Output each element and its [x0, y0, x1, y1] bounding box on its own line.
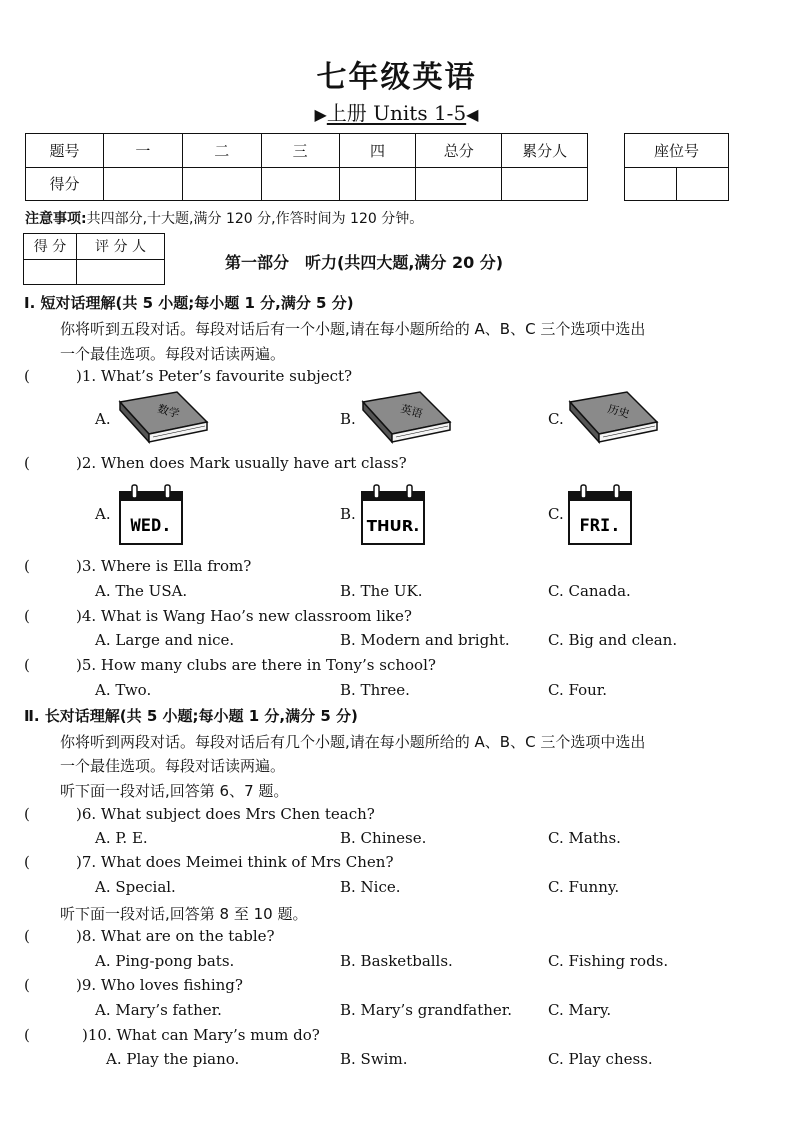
option-c: C. Maths.	[548, 829, 621, 847]
answer-paren[interactable]: (	[24, 1026, 30, 1044]
section2-sub-instruction: 听下面一段对话,回答第 8 至 10 题。	[60, 905, 308, 923]
option-b: B. Swim.	[340, 1050, 408, 1068]
answer-paren[interactable]: (	[24, 656, 30, 674]
option-b-label: B.	[340, 505, 356, 523]
subtitle-text: 上册 Units 1-5	[326, 101, 467, 125]
answer-paren[interactable]: (	[24, 853, 30, 871]
section1-instruction: 你将听到五段对话。每段对话后有一个小题,请在每小题所给的 A、B、C 三个选项中选出	[60, 320, 646, 338]
option-c: C. Fishing rods.	[548, 952, 669, 970]
grader-cell[interactable]	[77, 259, 165, 285]
score-cell[interactable]	[182, 167, 261, 201]
notice-text: 共四部分,十大题,满分 120 分,作答时间为 120 分钟。	[86, 211, 424, 227]
question-3: )3. Where is Ella from?	[76, 557, 252, 575]
score-cell[interactable]	[416, 167, 502, 201]
option-b: B. Mary’s grandfather.	[340, 1001, 513, 1019]
triangle-right-icon: ▶	[314, 105, 327, 124]
option-c: C. Funny.	[548, 878, 620, 896]
option-b: B. Nice.	[340, 878, 401, 896]
question-1: )1. What’s Peter’s favourite subject?	[76, 367, 353, 385]
seat-label: 座位号	[625, 134, 729, 168]
section2-instruction: 你将听到两段对话。每段对话后有几个小题,请在每小题所给的 A、B、C 三个选项中选出	[60, 733, 646, 751]
book-label: 数学	[156, 402, 181, 421]
answer-paren[interactable]: (	[24, 454, 30, 472]
question-9: )9. Who loves fishing?	[76, 976, 243, 994]
option-b: B. Chinese.	[340, 829, 427, 847]
score-header-cell: 题号	[26, 134, 104, 168]
answer-paren[interactable]: (	[24, 607, 30, 625]
answer-paren[interactable]: (	[24, 557, 30, 575]
grader-cell[interactable]	[24, 259, 77, 285]
triangle-left-icon: ◀	[466, 105, 479, 124]
english-book-icon	[358, 390, 453, 445]
seat-cell[interactable]	[625, 167, 677, 201]
math-book-icon	[115, 390, 210, 445]
option-a: A. Ping-pong bats.	[95, 952, 235, 970]
section2-sub-instruction: 听下面一段对话,回答第 6、7 题。	[60, 782, 289, 800]
option-a: A. Play the piano.	[106, 1050, 240, 1068]
question-4: )4. What is Wang Hao’s new classroom like?	[76, 607, 412, 625]
option-b: B. Basketballs.	[340, 952, 453, 970]
calendar-wed-icon	[118, 484, 184, 546]
notice-label: 注意事项:	[25, 211, 87, 227]
question-10: )10. What can Mary’s mum do?	[82, 1026, 320, 1044]
calendar-day: THUR.	[366, 517, 420, 535]
page-subtitle	[0, 97, 793, 126]
option-b: B. Three.	[340, 681, 410, 699]
grader-score-label: 得 分	[24, 234, 77, 260]
calendar-fri-icon	[567, 484, 633, 546]
option-a-label: A.	[95, 410, 111, 428]
answer-paren[interactable]: (	[24, 927, 30, 945]
score-header-cell: 总分	[416, 134, 502, 168]
option-c: C. Big and clean.	[548, 631, 678, 649]
question-6: )6. What subject does Mrs Chen teach?	[76, 805, 375, 823]
grader-name-label: 评 分 人	[77, 234, 165, 260]
option-a: A. Large and nice.	[95, 631, 235, 649]
score-header-cell: 累分人	[502, 134, 588, 168]
score-header-cell: 二	[182, 134, 261, 168]
option-c-label: C.	[548, 505, 564, 523]
score-cell[interactable]	[261, 167, 339, 201]
score-cell[interactable]	[339, 167, 416, 201]
book-label: 历史	[606, 402, 631, 421]
option-a: A. P. E.	[95, 829, 148, 847]
calendar-day: FRI.	[579, 516, 621, 536]
answer-paren[interactable]: (	[24, 976, 30, 994]
option-a-label: A.	[95, 505, 111, 523]
page-title: 七年级英语	[316, 60, 477, 95]
section2-instruction: 一个最佳选项。每段对话读两遍。	[60, 757, 286, 775]
score-cell[interactable]	[103, 167, 182, 201]
calendar-day: WED.	[130, 516, 172, 536]
option-a: A. Special.	[95, 878, 176, 896]
option-b-label: B.	[340, 410, 356, 428]
option-b: B. The UK.	[340, 582, 423, 600]
option-c: C. Canada.	[548, 582, 631, 600]
answer-paren[interactable]: (	[24, 805, 30, 823]
question-5: )5. How many clubs are there in Tony’s school?	[76, 656, 436, 674]
option-c-label: C.	[548, 410, 564, 428]
option-b: B. Modern and bright.	[340, 631, 510, 649]
section2-title: Ⅱ. 长对话理解(共 5 小题;每小题 1 分,满分 5 分)	[24, 707, 358, 725]
option-c: C. Mary.	[548, 1001, 612, 1019]
question-2: )2. When does Mark usually have art class?	[76, 454, 407, 472]
option-a: A. Mary’s father.	[95, 1001, 222, 1019]
score-row-label: 得分	[26, 167, 104, 201]
book-label: 英语	[399, 402, 424, 421]
seat-table	[624, 133, 729, 201]
score-header-cell: 三	[261, 134, 339, 168]
notice	[25, 208, 423, 228]
option-a: A. Two.	[95, 681, 152, 699]
score-cell[interactable]	[502, 167, 588, 201]
question-8: )8. What are on the table?	[76, 927, 275, 945]
part1-title: 第一部分 听力(共四大题,满分 20 分)	[225, 253, 504, 272]
score-header-cell: 四	[339, 134, 416, 168]
question-7: )7. What does Meimei think of Mrs Chen?	[76, 853, 394, 871]
score-table	[25, 133, 588, 201]
option-c: C. Four.	[548, 681, 608, 699]
answer-paren[interactable]: (	[24, 367, 30, 385]
score-header-cell: 一	[103, 134, 182, 168]
grader-table	[23, 233, 165, 285]
option-a: A. The USA.	[95, 582, 188, 600]
section1-title: Ⅰ. 短对话理解(共 5 小题;每小题 1 分,满分 5 分)	[24, 294, 354, 312]
history-book-icon	[565, 390, 660, 445]
seat-cell[interactable]	[676, 167, 728, 201]
section1-instruction: 一个最佳选项。每段对话读两遍。	[60, 345, 286, 363]
option-c: C. Play chess.	[548, 1050, 653, 1068]
calendar-thur-icon	[360, 484, 426, 546]
